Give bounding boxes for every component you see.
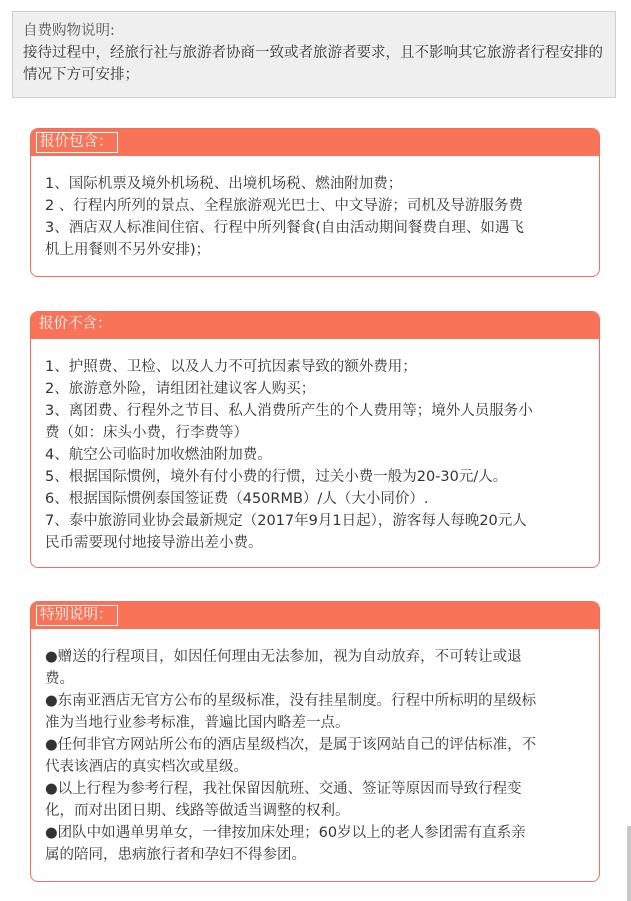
list-item: 3、离团费、行程外之节目、私人消费所产生的个人费用等；境外人员服务小 (45, 403, 533, 419)
list-item: 准为当地行业参考标准，普遍比国内略差一点。 (45, 715, 350, 731)
list-item: 1、国际机票及境外机场税、出境机场税、燃油附加费； (45, 176, 403, 192)
list-item: 费（如：床头小费，行李费等） (45, 425, 248, 441)
section-header (31, 129, 599, 156)
list-item: ●以上行程为参考行程，我社保留因航班、交通、签证等原因而导致行程变 (45, 781, 522, 797)
section-body (31, 629, 599, 866)
list-item: ●东南亚酒店无官方公布的星级标准，没有挂星制度。行程中所标明的星级标 (45, 693, 537, 709)
price-included-section (30, 128, 600, 277)
list-item: 代表该酒店的真实档次或星级。 (45, 759, 248, 775)
section-title: 报价包含： (36, 132, 118, 153)
list-item: 1、护照费、卫检、以及人力不可抗因素导致的额外费用； (45, 359, 417, 375)
scrollbar[interactable] (627, 826, 631, 901)
special-notes-section (30, 601, 600, 882)
list-item: 属的陪同，患病旅行者和孕妇不得参团。 (45, 847, 306, 863)
list-item: 6、根据国际惯例泰国签证费（450RMB）/人（大小同价）. (45, 491, 429, 507)
list-item: ●赠送的行程项目，如因任何理由无法参加，视为自动放弃，不可转让或退 (45, 649, 522, 665)
list-item: 民币需要现付地接导游出差小费。 (45, 535, 263, 551)
section-header (31, 312, 599, 339)
section-body (31, 156, 599, 261)
section-body (31, 339, 599, 554)
list-item: 费。 (45, 671, 74, 687)
list-item: 2、旅游意外险，请组团社建议客人购买； (45, 381, 316, 397)
list-item: 化，而对出团日期、线路等做适当调整的权利。 (45, 803, 350, 819)
section-title: 报价不含： (36, 315, 116, 334)
list-item: 5、根据国际惯例，境外有付小费的行惯，过关小费一般为20-30元/人。 (45, 469, 508, 485)
section-header (31, 602, 599, 629)
list-item: 3、酒店双人标准间住宿、行程中所列餐食(自由活动期间餐费自理、如遇飞 (45, 220, 524, 236)
list-item: ●团队中如遇单男单女，一律按加床处理；60岁以上的老人参团需有直系亲 (45, 825, 526, 841)
list-item: 7、泰中旅游同业协会最新规定（2017年9月1日起），游客每人每晚20元人 (45, 513, 527, 529)
list-item: 机上用餐则不另外安排)； (45, 242, 211, 258)
notice-title: 自费购物说明: (23, 23, 115, 39)
list-item: 2 、行程内所列的景点、全程旅游观光巴士、中文导游；司机及导游服务费 (45, 198, 523, 214)
notice-body: 接待过程中，经旅行社与旅游者协商一致或者旅游者要求，且不影响其它旅游者行程安排的情况下方可安排； (23, 45, 603, 83)
self-paid-shopping-notice (12, 11, 616, 98)
list-item: ●任何非官方网站所公布的酒店星级档次，是属于该网站自己的评估标准，不 (45, 737, 537, 753)
list-item: 4、航空公司临时加收燃油附加费。 (45, 447, 272, 463)
section-title: 特别说明： (36, 605, 118, 626)
price-excluded-section (30, 311, 600, 568)
